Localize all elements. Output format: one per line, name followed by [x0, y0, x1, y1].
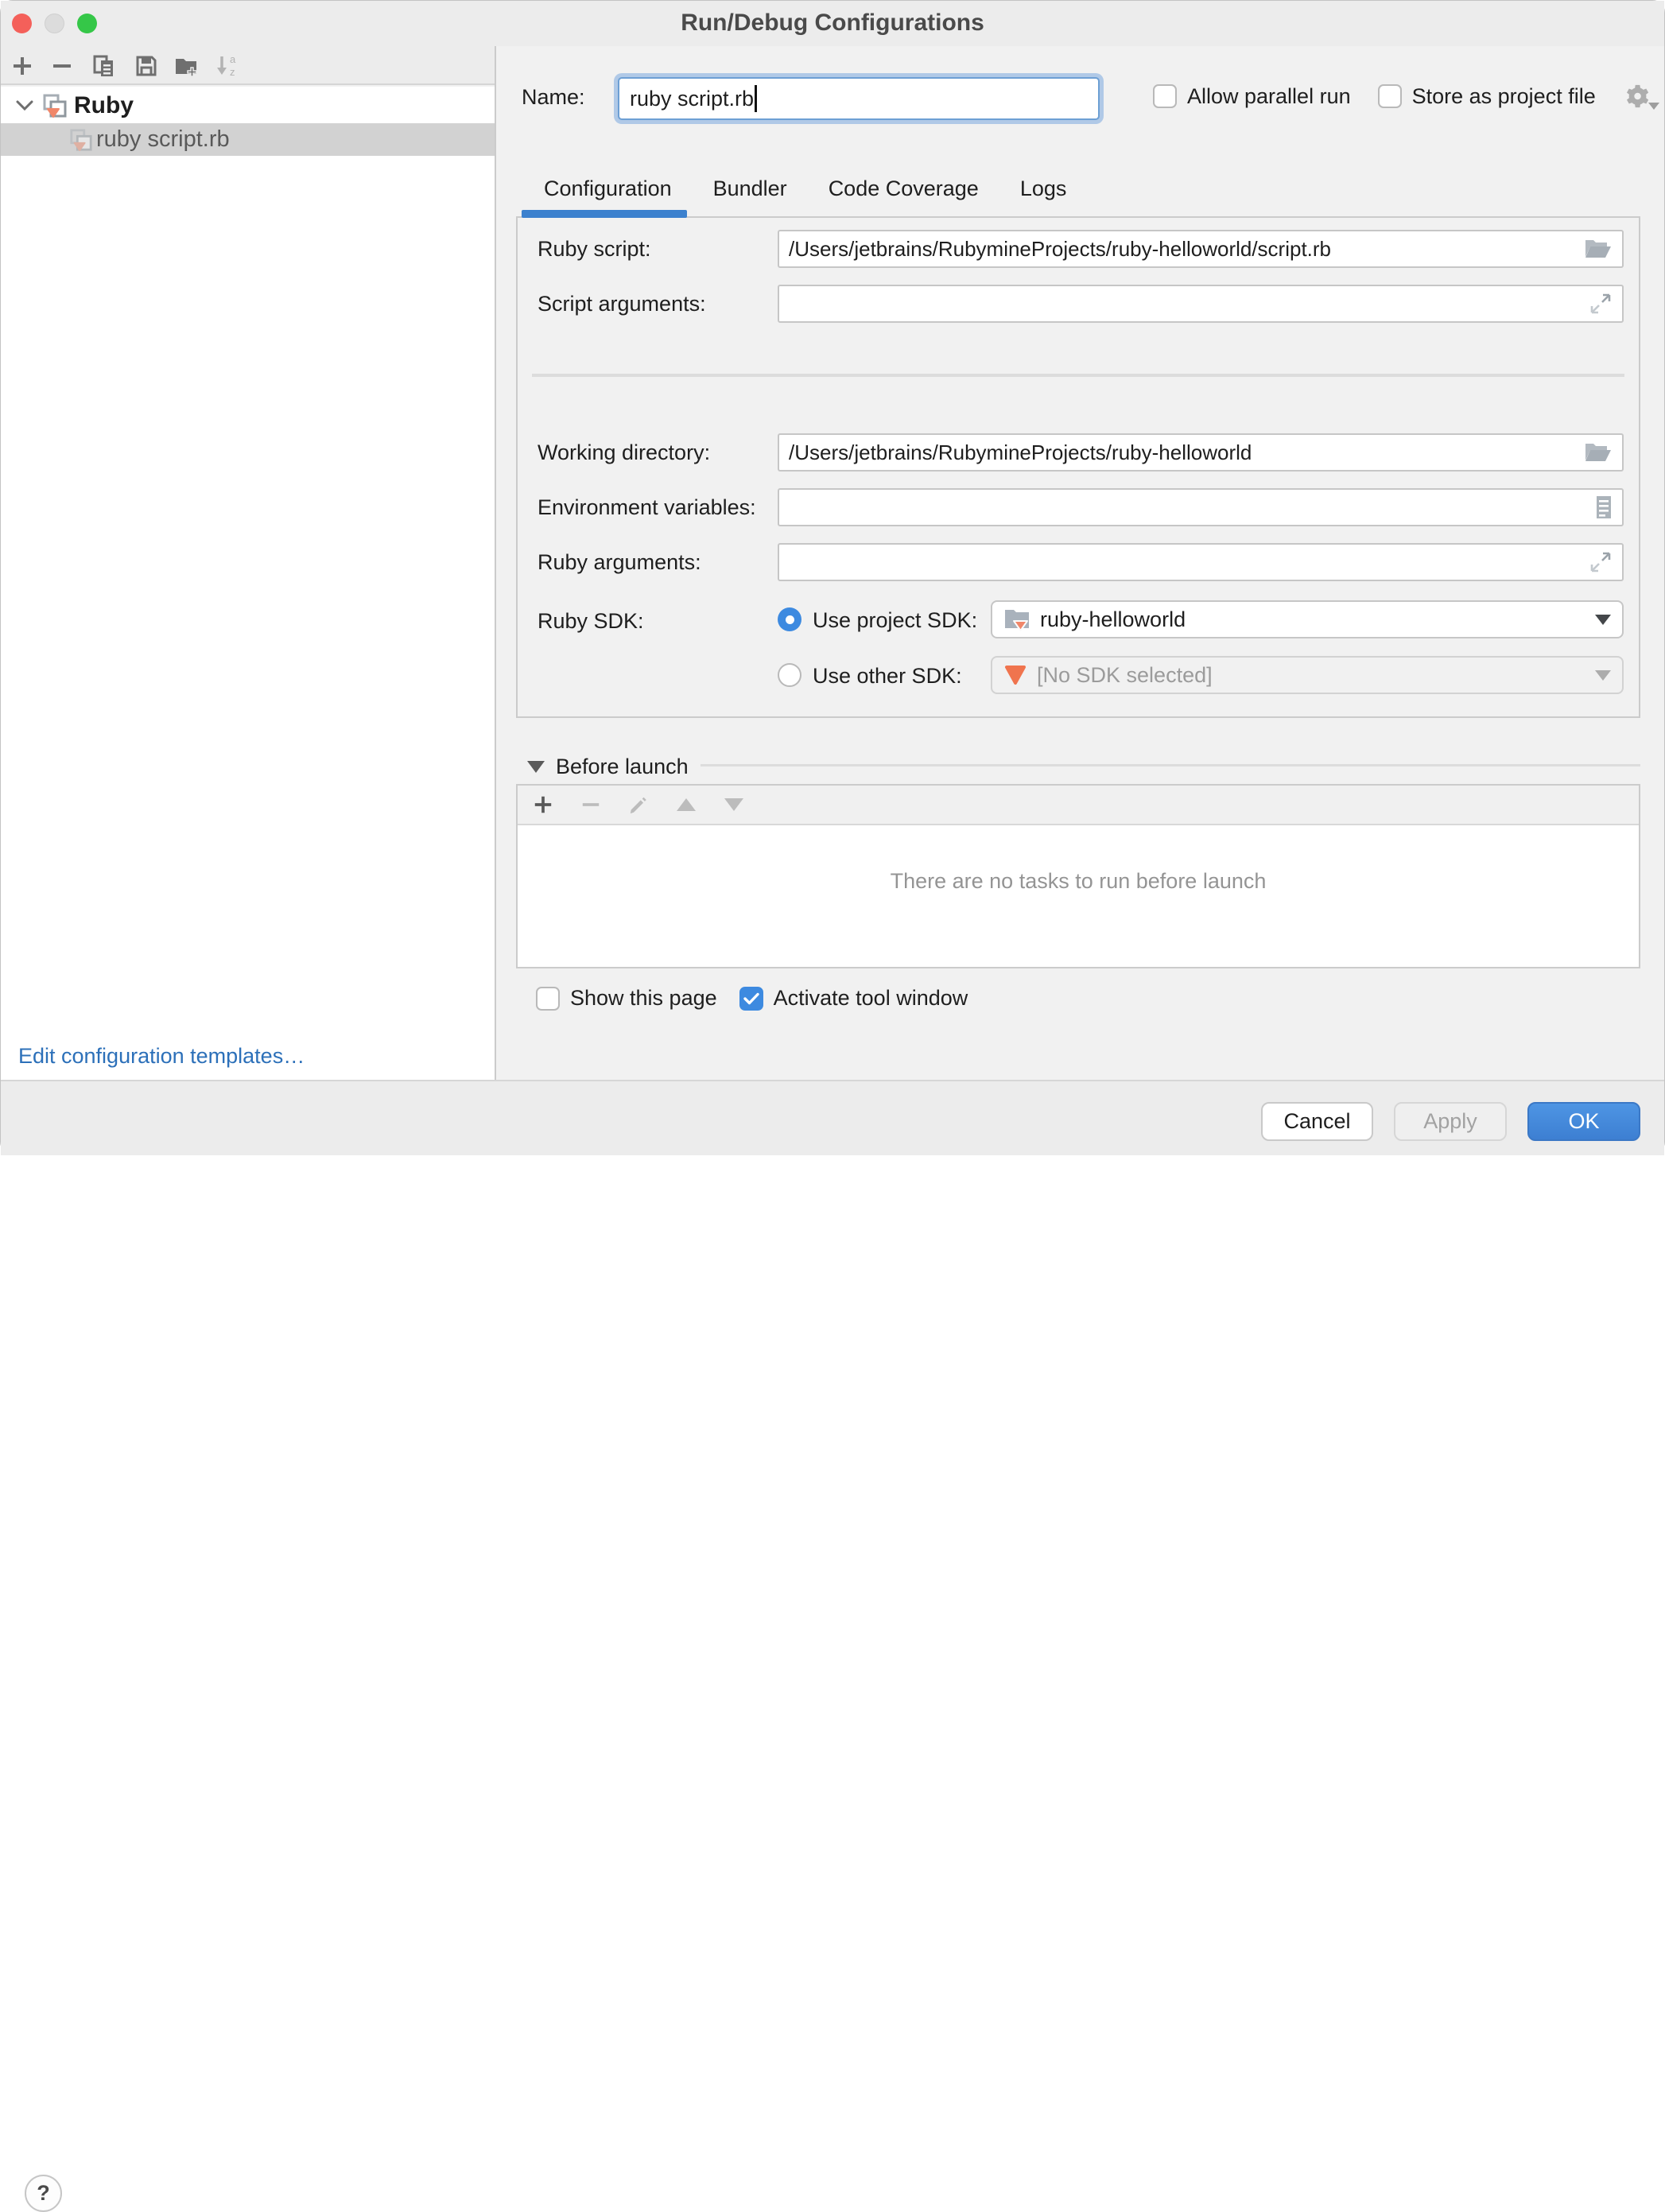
add-configuration-button[interactable]: [8, 52, 37, 80]
tab-configuration[interactable]: Configuration: [544, 177, 672, 200]
tree-group-label: Ruby: [74, 91, 134, 118]
cancel-button[interactable]: Cancel: [1261, 1102, 1373, 1141]
name-label: Name:: [522, 85, 585, 109]
store-as-project-file-label[interactable]: Store as project file: [1411, 83, 1596, 108]
expand-icon[interactable]: [1589, 550, 1613, 574]
ok-button[interactable]: OK: [1527, 1102, 1640, 1141]
pencil-icon: [628, 794, 649, 815]
store-as-project-file-checkbox[interactable]: [1378, 84, 1402, 108]
tab-code-coverage[interactable]: Code Coverage: [828, 177, 979, 200]
remove-task-button[interactable]: [576, 790, 605, 819]
script-arguments-input[interactable]: [778, 285, 1624, 323]
minus-icon: [51, 55, 73, 77]
header-options: [1153, 83, 1659, 110]
tree-item-ruby-script[interactable]: [1, 123, 495, 156]
active-tab-underline: [522, 210, 687, 218]
plus-icon: [533, 794, 553, 815]
open-folder-icon[interactable]: [1584, 441, 1613, 464]
arrow-down-icon: [724, 798, 743, 811]
tab-logs[interactable]: Logs: [1019, 177, 1067, 200]
ruby-script-label: Ruby script:: [538, 237, 651, 261]
tab-bundler[interactable]: Bundler: [712, 177, 787, 200]
check-icon: [743, 992, 759, 1005]
other-sdk-value: [No SDK selected]: [1037, 662, 1213, 687]
copy-icon: [92, 54, 116, 78]
before-launch-options: [536, 986, 968, 1011]
dialog-footer: [1, 1080, 1664, 2205]
ruby-arguments-label: Ruby arguments:: [538, 550, 701, 574]
ruby-script-input[interactable]: /Users/jetbrains/RubymineProjects/ruby-helloworld/script.rb: [778, 230, 1624, 268]
gear-icon: [1623, 83, 1650, 110]
tree-item-label: ruby script.rb: [96, 126, 230, 152]
working-directory-input[interactable]: /Users/jetbrains/RubymineProjects/ruby-helloworld: [778, 433, 1624, 472]
script-arguments-label: Script arguments:: [538, 292, 706, 316]
new-folder-button[interactable]: [173, 52, 202, 80]
activate-tool-window-label[interactable]: Activate tool window: [773, 986, 968, 1010]
configurations-tree: [1, 87, 496, 1080]
minus-icon: [580, 794, 601, 815]
use-project-sdk-radio[interactable]: [778, 607, 801, 631]
before-launch-collapse-icon[interactable]: [527, 761, 545, 773]
before-launch-rule: [701, 764, 1640, 766]
environment-variables-input[interactable]: [778, 488, 1624, 526]
edit-task-button[interactable]: [624, 790, 653, 819]
help-button[interactable]: [25, 2175, 62, 2212]
allow-parallel-run-checkbox[interactable]: [1153, 84, 1177, 108]
remove-configuration-button[interactable]: [48, 52, 76, 80]
ruby-arguments-input[interactable]: [778, 543, 1624, 581]
expand-icon[interactable]: [1589, 292, 1613, 316]
ruby-configuration-icon: [42, 93, 68, 118]
save-configuration-button[interactable]: [132, 52, 161, 80]
empty-tasks-message: There are no tasks to run before launch: [890, 869, 1267, 893]
save-icon: [134, 54, 158, 78]
window-title: Run/Debug Configurations: [681, 10, 984, 36]
move-task-up-button[interactable]: [672, 790, 701, 819]
tree-group-ruby[interactable]: [1, 87, 495, 123]
ruby-sdk-folder-icon: [1003, 607, 1030, 632]
use-other-sdk-label[interactable]: Use other SDK:: [813, 664, 962, 688]
plus-icon: [11, 55, 33, 77]
new-folder-icon: [174, 54, 201, 78]
form-separator: [532, 374, 1624, 377]
before-launch-panel: [516, 784, 1640, 968]
svg-text:a: a: [230, 53, 236, 65]
browse-list-icon[interactable]: [1595, 495, 1613, 520]
dropdown-arrow-icon: [1595, 615, 1611, 625]
arrow-up-icon: [677, 798, 696, 811]
name-value: ruby script.rb: [630, 86, 755, 111]
before-launch-title: Before launch: [556, 755, 689, 778]
show-this-page-label[interactable]: Show this page: [570, 986, 717, 1010]
add-task-button[interactable]: [529, 790, 557, 819]
allow-parallel-run-label[interactable]: Allow parallel run: [1187, 83, 1351, 108]
sort-configurations-button[interactable]: [214, 52, 243, 80]
ruby-sdk-label: Ruby SDK:: [538, 609, 644, 633]
use-project-sdk-label[interactable]: Use project SDK:: [813, 608, 978, 632]
working-directory-label: Working directory:: [538, 440, 711, 464]
ruby-gem-icon: [1003, 664, 1027, 686]
sidebar-toolbar: [1, 46, 496, 85]
apply-button[interactable]: Apply: [1394, 1102, 1507, 1141]
before-launch-toolbar: [518, 786, 1639, 825]
store-options-gear-button[interactable]: [1623, 83, 1659, 110]
svg-text:z: z: [230, 66, 235, 78]
footer-buttons: [1261, 1102, 1640, 1141]
text-caret: [755, 85, 757, 112]
use-other-sdk-radio[interactable]: [778, 663, 801, 687]
project-sdk-value: ruby-helloworld: [1040, 607, 1186, 631]
edit-configuration-templates-link[interactable]: Edit configuration templates…: [18, 1044, 305, 1068]
chevron-down-icon[interactable]: [15, 99, 34, 111]
move-task-down-button[interactable]: [720, 790, 748, 819]
open-folder-icon[interactable]: [1584, 238, 1613, 260]
titlebar: [1, 1, 1664, 46]
dropdown-arrow-icon: [1595, 670, 1611, 681]
sidebar-divider: [495, 46, 496, 1080]
tab-bar: [544, 177, 1066, 206]
environment-variables-label: Environment variables:: [538, 495, 756, 519]
gear-dropdown-arrow-icon: [1648, 103, 1659, 110]
project-sdk-select[interactable]: [991, 600, 1624, 638]
copy-configuration-button[interactable]: [90, 52, 118, 80]
sort-az-icon: [215, 53, 242, 79]
question-mark-icon: ?: [37, 2181, 50, 2205]
ruby-configuration-icon: [69, 128, 93, 152]
name-input[interactable]: [618, 77, 1100, 120]
activate-tool-window-checkbox[interactable]: [739, 987, 763, 1011]
show-this-page-checkbox[interactable]: [536, 987, 560, 1011]
other-sdk-select[interactable]: [991, 656, 1624, 694]
